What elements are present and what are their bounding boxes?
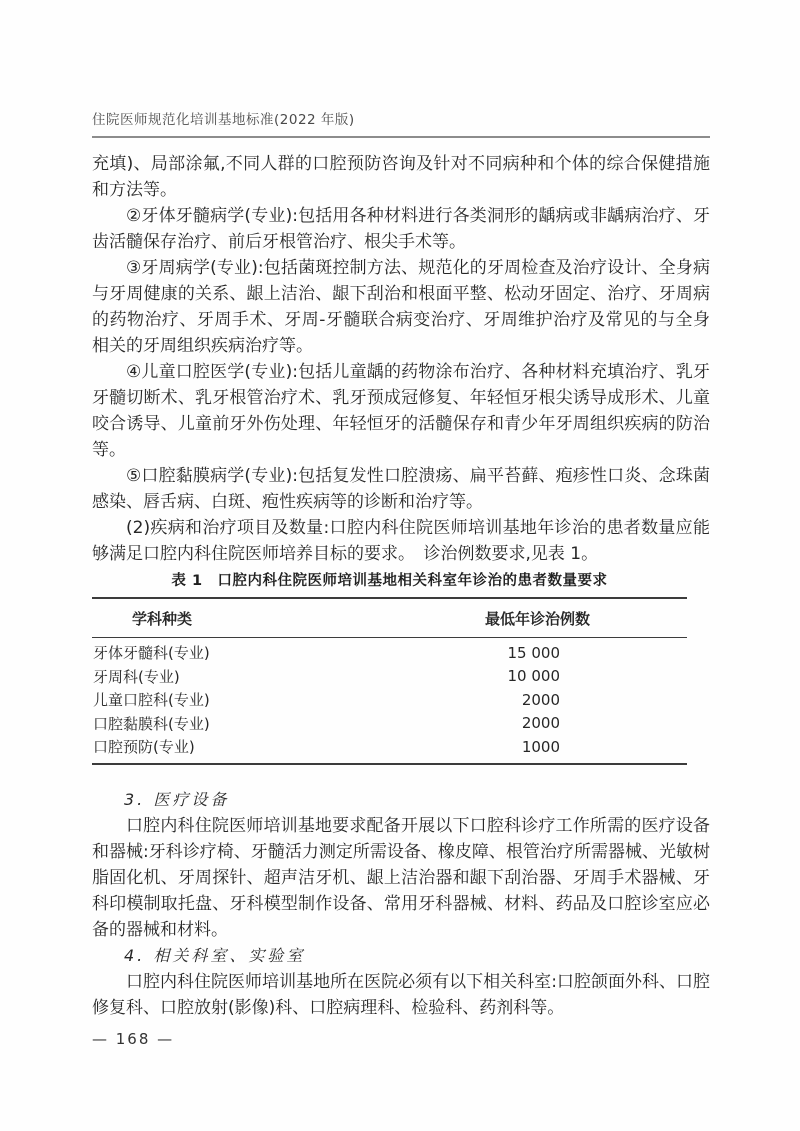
paragraph-endodontics: ②牙体牙髓病学(专业):包括用各种材料进行各类洞形的龋病或非龋病治疗、牙齿活髓保存治疗、前后牙根管治疗、根尖手术等。	[92, 206, 710, 252]
cell-subject: 儿童口腔科(专业)	[93, 691, 210, 710]
paragraph-pediatric-dentistry: ④儿童口腔医学(专业):包括儿童龋的药物涂布治疗、各种材料充填治疗、乳牙牙髓切断术、乳牙根管治疗术、乳牙预成冠修复、年轻恒牙根尖诱导成形术、儿童咬合诱导、儿童前牙外伤处理、年轻恒牙的活髓保存和青少年牙周组织疾病的防治等。	[92, 362, 710, 460]
cell-min-cases: 10 000	[507, 667, 560, 686]
column-header-subject: 学科种类	[92, 598, 388, 638]
table-header	[92, 598, 687, 638]
table-body	[92, 638, 687, 764]
column-header-min-cases: 最低年诊治例数	[388, 598, 687, 638]
cell-min-cases: 2000	[521, 690, 560, 709]
content-column	[92, 110, 710, 1048]
table-row	[92, 735, 687, 764]
cell-subject: 口腔黏膜科(专业)	[93, 714, 210, 733]
table-block	[92, 571, 687, 765]
table-row	[92, 665, 687, 689]
paragraph-fill-continuation: 充填)、局部涂氟,不同人群的口腔预防咨询及针对不同病种和个体的综合保健措施和方法等。	[92, 154, 710, 200]
table-row	[92, 712, 687, 736]
table-row	[92, 688, 687, 712]
cell-subject: 牙体牙髓科(专业)	[93, 644, 210, 663]
paragraph-related-departments: 口腔内科住院医师培训基地所在医院必须有以下相关科室:口腔颌面外科、口腔修复科、口腔放射(影像)科、口腔病理科、检验科、药剂科等。	[92, 971, 710, 1018]
table-header-row	[92, 598, 687, 638]
body-text	[92, 151, 710, 567]
section-heading-medical-equipment: 3. 医疗设备	[124, 789, 230, 809]
table-row	[92, 638, 687, 665]
cell-subject: 牙周科(专业)	[93, 667, 180, 686]
paragraph-medical-equipment: 口腔内科住院医师培训基地要求配备开展以下口腔科诊疗工作所需的医疗设备和器械:牙科诊疗椅、牙髓活力测定所需设备、橡皮障、根管治疗所需器械、光敏树脂固化机、牙周探针、超声洁牙机、龈上洁治器和龈下刮治器、牙周手术器械、牙科印模制取托盘、牙科模型制作设备、常用牙科器械、材料、药品及口腔诊室应必备的器械和材料。	[92, 815, 710, 940]
cell-min-cases: 15 000	[507, 643, 560, 662]
table-caption: 表 1 口腔内科住院医师培训基地相关科室年诊治的患者数量要求	[171, 573, 608, 589]
header-rule	[92, 136, 710, 138]
section-heading-related-departments: 4. 相关科室、实验室	[124, 945, 306, 965]
paragraph-disease-volume: (2)疾病和治疗项目及数量:口腔内科住院医师培训基地年诊治的患者数量应能够满足口腔内科住院医师培养目标的要求。 诊治例数要求,见表 1。	[92, 518, 710, 564]
paragraph-periodontics: ③牙周病学(专业):包括菌斑控制方法、规范化的牙周检查及治疗设计、全身病与牙周健康的关系、龈上洁治、龈下刮治和根面平整、松动牙固定、治疗、牙周病的药物治疗、牙周手术、牙周-牙髓联合病变治疗、牙周维护治疗及常见的与全身相关的牙周组织疾病治疗等。	[92, 258, 710, 356]
cell-subject: 口腔预防(专业)	[93, 738, 195, 757]
case-volume-table	[92, 597, 687, 765]
running-header: 住院医师规范化培训基地标准(2022 年版)	[92, 112, 355, 128]
cell-min-cases: 1000	[521, 737, 560, 756]
paragraph-oral-mucosa: ⑤口腔黏膜病学(专业):包括复发性口腔溃疡、扁平苔藓、疱疹性口炎、念珠菌感染、唇舌病、白斑、疱性疾病等的诊断和治疗等。	[92, 466, 710, 512]
cell-min-cases: 2000	[521, 714, 560, 733]
page-number: — 168 —	[92, 1029, 175, 1048]
body-text-lower	[92, 787, 710, 1021]
